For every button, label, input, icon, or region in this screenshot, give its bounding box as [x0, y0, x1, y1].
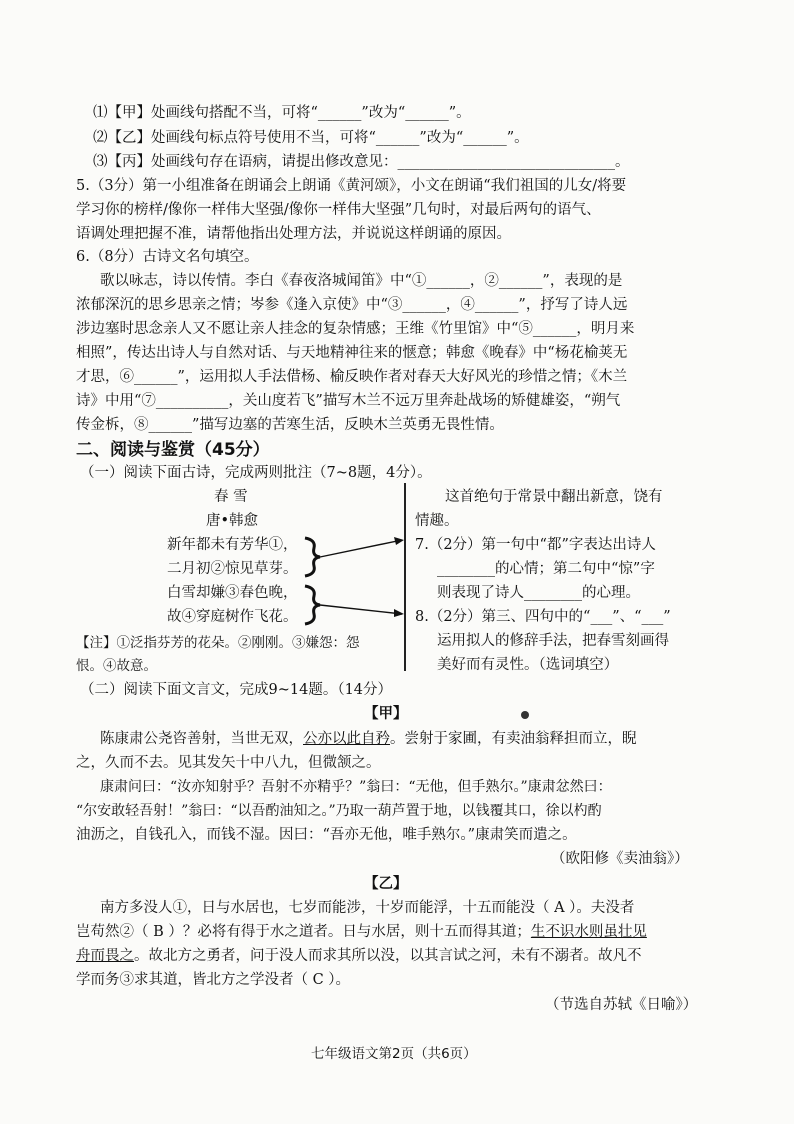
yi-line-3: 舟而畏之。故北方之勇者，问于没人而求其所以没，以其言试之河，未有不溺者。故凡不 [76, 948, 642, 964]
poem-line-2: 二月初②惊见草芽。 [167, 561, 298, 577]
poem-line-3: 白雪却嫌③春色晚， [167, 585, 298, 601]
jia-line-5: 油沥之，自钱孔入，而钱不湿。因曰：“吾亦无他，唯手熟尔。”康肃笑而遣之。 [76, 827, 577, 843]
q6-line-4: 相照”，传达出诗人与自然对话、与天地精神往来的惬意；韩愈《晚春》中“杨花榆荚无 [76, 345, 628, 361]
jia-line-4: “尔安敢轻吾射！”翁曰：“以吾酌油知之。”乃取一葫芦置于地，以钱覆其口，徐以杓酌 [76, 803, 602, 819]
q6-line-2: 浓郁深沉的思乡思亲之情；岑参《逢入京使》中“③______，④______”，抒写了诗人远 [76, 297, 628, 313]
yi-underlined-sentence-b: 舟而畏之 [76, 948, 134, 964]
comment-intro-1: 这首绝句于常景中翻出新意，饶有 [445, 489, 663, 505]
q4-item-3: ⑶【丙】处画线句存在语病，请提出修改意见：______________________________。 [93, 154, 630, 170]
q7-line-2: ________的心情；第二句中“惊”字 [437, 561, 655, 577]
q8-line-3: 美好而有灵性。（选词填空） [437, 657, 619, 673]
q7-line-3: 则表现了诗人________的心理。 [437, 585, 640, 601]
q8-line-1: 8.（2分）第三、四句中的“___”、“___” [415, 609, 671, 625]
part1-intro: （一）阅读下面古诗，完成两则批注（7~8题，4分）。 [80, 465, 432, 481]
yi-line-2: 岂苟然②（ B ）？必将有得于水之道者。日与水居，则十五而得其道；生不识水则虽壮见 [76, 924, 647, 940]
q8-line-2: 运用拟人的修辞手法，把春雪刻画得 [437, 633, 669, 649]
yi-line-4: 学而务③求其道，皆北方之学没者（ C ）。 [76, 972, 351, 988]
jia-label: 【甲】 [364, 705, 408, 722]
jia-line-1: 陈康肃公尧咨善射，当世无双，公亦以此自矜。尝射于家圃，有卖油翁释担而立，睨 [100, 731, 637, 747]
yi-underlined-sentence-a: 生不识水则虽壮见 [530, 924, 647, 940]
q6-line-1: 歌以咏志，诗以传情。李白《春夜洛城闻笛》中“①______，②______”，表现的是 [100, 273, 623, 289]
poem-line-4: 故④穿庭树作飞花。 [167, 609, 298, 625]
yi-source: （节选自苏轼《日喻》） [545, 997, 698, 1013]
section-2-heading: 二、阅读与鉴赏（45分） [76, 440, 270, 460]
q6-line-3: 涉边塞时思念亲人又不愿让亲人挂念的复杂情感；王维《竹里馆》中“⑤______，明月来 [76, 321, 635, 337]
q6-title: 6.（8分）古诗文名句填空。 [76, 249, 259, 265]
q6-line-6: 诗》中用“⑦__________，关山度若飞”描写木兰不远万里奔赴战场的矫健雄姿，“朔气 [76, 393, 621, 409]
jia-line-2: 之，久而不去。见其发矢十中八九，但微颔之。 [76, 755, 381, 771]
q4-item-1: ⑴【甲】处画线句搭配不当，可将“______”改为“______”。 [93, 105, 471, 121]
poem-author: 唐•韩愈 [206, 513, 259, 529]
poem-note-1: 【注】①泛指芬芳的花朵。②刚刚。③嫌怨：怨 [76, 635, 360, 651]
q5-line-2: 学习你的榜样/像你一样伟大坚强/像你一样伟大坚强”几句时，对最后两句的语气、 [76, 202, 601, 218]
yi-line-1: 南方多没人①，日与水居也，七岁而能涉，十岁而能浮，十五而能没（ A ）。夫没者 [100, 900, 635, 916]
q6-line-7: 传金柝，⑧______”描写边塞的苦寒生活，反映木兰英勇无畏性情。 [76, 417, 504, 433]
q5-line-3: 语调处理把握不准，请帮他指出处理方法，并说说这样朗诵的原因。 [76, 226, 511, 242]
yi-label: 【乙】 [364, 875, 408, 892]
jia-underlined-sentence: 公亦以此自矜 [303, 731, 390, 747]
jia-line-3: 康肃问曰：“汝亦知射乎？吾射不亦精乎？”翁曰：“无他，但手熟尔。”康肃忿然曰： [100, 779, 612, 795]
comment-intro-2: 情趣。 [415, 513, 459, 529]
q5-line-1: 5.（3分）第一小组准备在朗诵会上朗诵《黄河颂》，小文在朗诵“我们祖国的儿女/将要 [76, 178, 627, 194]
poem-line-1: 新年都未有芳华①， [167, 537, 298, 553]
poem-title: 春 雪 [214, 489, 248, 505]
q4-item-2: ⑵【乙】处画线句标点符号使用不当，可将“______”改为“______”。 [93, 130, 529, 146]
q6-line-5: 才思，⑥______”，运用拟人手法借杨、榆反映作者对春天大好风光的珍惜之情；《木兰 [76, 369, 628, 385]
q7-line-1: 7.（2分）第一句中“都”字表达出诗人 [415, 537, 656, 553]
page-footer: 七年级语文第2页（共6页） [311, 1046, 477, 1062]
poem-note-2: 恨。④故意。 [76, 658, 157, 674]
part2-intro: （二）阅读下面文言文，完成9~14题。（14分） [80, 682, 393, 698]
jia-source: （欧阳修《卖油翁》） [551, 851, 689, 867]
